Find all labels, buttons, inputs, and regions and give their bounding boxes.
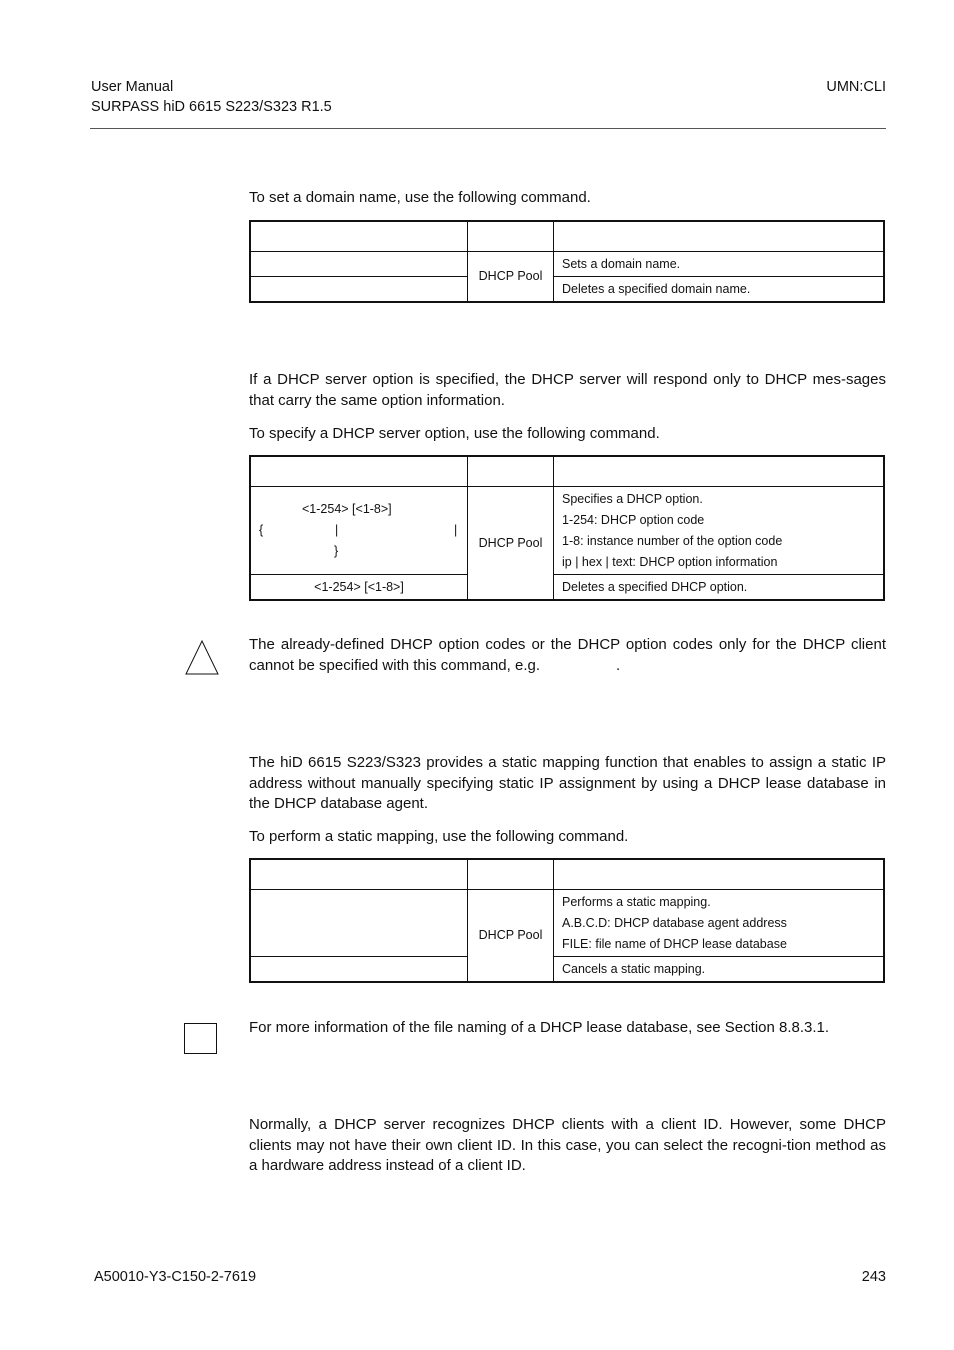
command-cell: <1-254> [<1-8>] [250, 575, 468, 600]
warning-text: The already-defined DHCP option codes or the DHCP option codes only for the DHCP client cannot be specified with this command, e.g. [249, 636, 886, 674]
product-title: SURPASS hiD 6615 S223/S323 R1.5 [91, 99, 332, 115]
header-cell-mode [468, 221, 554, 252]
mode-cell: DHCP Pool [468, 890, 554, 982]
table-row [250, 277, 884, 302]
dhcp-option-paragraph: If a DHCP server option is specified, the DHCP server will respond only to DHCP mes-sages that carry the same option information. [249, 371, 886, 409]
header-right: UMN:CLI [826, 79, 886, 95]
header-cell-description [554, 456, 885, 487]
dhcp-option-intro: To specify a DHCP server option, use the following command. [249, 425, 660, 442]
header-cell-command [250, 221, 468, 252]
header-cell-description [554, 859, 885, 890]
manual-title: User Manual [91, 79, 174, 95]
static-mapping-paragraph: The hiD 6615 S223/S323 provides a static mapping function that enables to assign a static IP address without manually specifying static IP assignment by using a DHCP lease database in the DHCP database agent. [249, 754, 886, 812]
table-header-row [250, 456, 884, 487]
header-divider [90, 128, 886, 129]
command-cell [250, 487, 468, 575]
client-id-paragraph: Normally, a DHCP server recognizes DHCP clients with a client ID. However, some DHCP clients may not have their own client ID. In this case, you can select the recogni-tion method as a hardware address instead of a client ID. [249, 1116, 886, 1174]
domain-intro: To set a domain name, use the following command. [249, 189, 591, 206]
warning-note [249, 635, 886, 676]
brace-open: { [259, 523, 264, 537]
table-header-row [250, 221, 884, 252]
warning-tail: . [616, 656, 621, 674]
description-line: ip | hex | text: DHCP option information [562, 554, 778, 569]
header-cell-description [554, 221, 885, 252]
description-line: A.B.C.D: DHCP database agent address [562, 915, 787, 930]
description-cell: Deletes a specified DHCP option. [554, 575, 885, 600]
description-cell: Deletes a specified domain name. [554, 277, 885, 302]
separator-bar: | [335, 523, 339, 537]
header-cell-command [250, 456, 468, 487]
dhcp-option-table [249, 455, 885, 601]
header-cell-command [250, 859, 468, 890]
description-cell: Sets a domain name. [554, 252, 885, 277]
header-cell-mode [468, 859, 554, 890]
mode-cell: DHCP Pool [468, 487, 554, 600]
note-icon [184, 1023, 217, 1054]
option-args: <1-254> [<1-8>] [302, 502, 392, 516]
description-cell [554, 890, 885, 957]
description-line: 1-8: instance number of the option code [562, 533, 783, 548]
description-cell [554, 487, 885, 575]
mode-cell: DHCP Pool [468, 252, 554, 302]
header-left [91, 77, 332, 117]
note-text: For more information of the file naming of a DHCP lease database, see Section 8.8.3.1. [249, 1019, 830, 1036]
domain-command-table [249, 220, 885, 303]
table-row [250, 575, 884, 600]
table-row [250, 957, 884, 982]
brace-close: } [334, 544, 339, 558]
warning-icon [184, 639, 220, 675]
command-cell [250, 890, 468, 957]
description-cell: Cancels a static mapping. [554, 957, 885, 982]
header-cell-mode [468, 456, 554, 487]
table-row [250, 252, 884, 277]
table-row [250, 487, 884, 575]
command-cell [250, 277, 468, 302]
page-number: 243 [861, 1269, 886, 1285]
static-mapping-intro: To perform a static mapping, use the following command. [249, 828, 629, 845]
table-row [250, 890, 884, 957]
footer-doc-id: A50010-Y3-C150-2-7619 [94, 1269, 257, 1285]
description-line: 1-254: DHCP option code [562, 512, 705, 527]
command-cell [250, 252, 468, 277]
table-header-row [250, 859, 884, 890]
description-line: FILE: file name of DHCP lease database [562, 936, 787, 951]
separator-bar: | [454, 523, 458, 537]
static-mapping-table [249, 858, 885, 983]
description-line: Specifies a DHCP option. [562, 491, 703, 506]
description-line: Performs a static mapping. [562, 894, 711, 909]
command-cell [250, 957, 468, 982]
